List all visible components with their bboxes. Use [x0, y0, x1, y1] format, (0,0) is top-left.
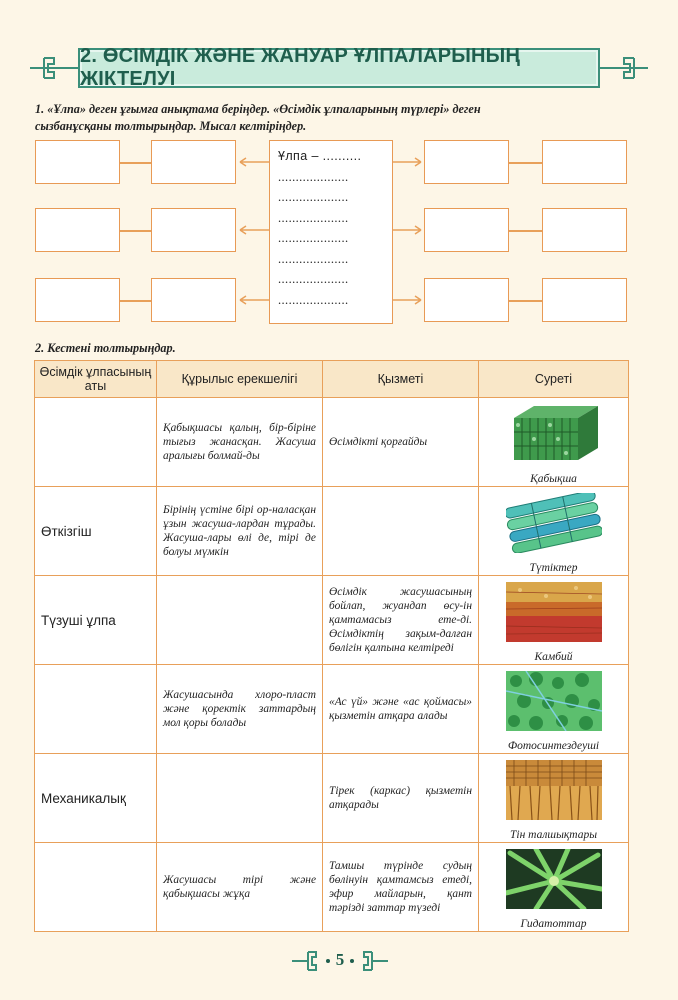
hydathodes-image	[506, 849, 602, 909]
col-header-name: Өсімдік ұлпасының аты	[35, 361, 157, 398]
cell-structure: Жасушасы тірі және қабықшасы жұқа	[157, 843, 323, 932]
connector-line	[120, 230, 151, 232]
task2-label: 2. Кестені толтырыңдар.	[35, 341, 176, 355]
cell-function: Өсімдік жасушасының бойлап, жуандап өсу-ін қамтамасыз ете-ді. Өсімдіктің зақым-далған бөлігін қалпына келтіреді	[323, 576, 479, 665]
table-row	[35, 487, 629, 576]
cell-function[interactable]	[323, 487, 479, 576]
scheme-box[interactable]	[542, 208, 627, 252]
center-line: ....................	[278, 169, 349, 184]
chapter-title: 2. ӨСІМДІК ЖӘНЕ ЖАНУАР ҰЛПАЛАРЫНЫҢ ЖІКТЕЛУІ	[80, 45, 521, 90]
scheme-box[interactable]	[151, 140, 236, 184]
center-line: ....................	[278, 190, 349, 204]
arrow-left-icon	[236, 288, 270, 312]
cell-picture	[479, 754, 629, 843]
scheme-box[interactable]	[151, 278, 236, 322]
ornament-right-icon	[608, 52, 648, 84]
scheme-box[interactable]	[542, 140, 627, 184]
connector-line	[120, 162, 151, 164]
scheme-box[interactable]	[151, 208, 236, 252]
cell-function: Өсімдікті қорғайды	[323, 398, 479, 487]
center-definition-box[interactable]	[269, 140, 393, 324]
cambium-image	[506, 582, 602, 642]
fibers-image	[506, 760, 602, 820]
table-row	[35, 754, 629, 843]
cell-function: Тірек (каркас) қызметін атқарады	[323, 754, 479, 843]
arrow-left-icon	[236, 218, 270, 242]
cell-name[interactable]	[35, 665, 157, 754]
col-header-picture: Суреті	[479, 361, 629, 398]
picture-caption: Фотосинтездеуші	[507, 739, 600, 752]
task1-line1: 1. «Ұлпа» деген ұғымға анықтама беріңдер. «Өсімдік ұлпаларының түрлері» деген	[35, 102, 481, 116]
cell-name[interactable]	[35, 843, 157, 932]
cell-structure: Қабықшасы қалың, бір-біріне тығыз жанасқан. Жасуша аралығы болмай-ды	[157, 398, 323, 487]
cell-structure: Жасушасында хлоро-пласт және қоректік заттардың мол қоры болады	[157, 665, 323, 754]
scheme-box[interactable]	[35, 208, 120, 252]
connector-line	[120, 300, 151, 302]
page-number: 5	[335, 950, 345, 969]
cell-picture	[479, 487, 629, 576]
arrow-left-icon	[236, 150, 270, 174]
epidermis-image	[506, 404, 602, 464]
center-line: ....................	[278, 210, 349, 225]
table-row	[35, 843, 629, 932]
table-row	[35, 398, 629, 487]
cell-name: Механикалық	[35, 754, 157, 843]
picture-caption: Тін талшықтары	[510, 828, 597, 841]
vessels-image	[506, 493, 602, 553]
cell-function: «Ас үй» және «ас қоймасы» қызметін атқара алады	[323, 665, 479, 754]
table-header-row	[35, 361, 629, 398]
banner-box	[78, 45, 600, 90]
col-header-function: Қызметі	[323, 361, 479, 398]
center-line: ....................	[278, 272, 349, 286]
cell-structure[interactable]	[157, 576, 323, 665]
picture-caption: Қабықша	[530, 472, 577, 485]
task1-line2: сызбанұсқаны толтырыңдар. Мысал келтіріңдер.	[35, 119, 307, 133]
connector-line	[509, 230, 542, 232]
tissue-table	[34, 360, 629, 932]
arrow-right-icon	[393, 288, 425, 312]
cell-picture	[479, 576, 629, 665]
center-line: ....................	[278, 292, 349, 307]
picture-caption: Түтіктер	[529, 561, 578, 574]
scheme-box[interactable]	[424, 208, 509, 252]
center-line: ....................	[278, 251, 349, 266]
picture-caption: Гидатоттар	[520, 917, 587, 930]
cell-picture	[479, 398, 629, 487]
cell-name: Түзуші ұлпа	[35, 576, 157, 665]
table-row	[35, 665, 629, 754]
scheme-box[interactable]	[35, 140, 120, 184]
scheme-box[interactable]	[35, 278, 120, 322]
cell-function: Тамшы түрінде судың бөлінуін қамтамсыз етеді, эфир майларын, қант тәрізді заттар түзеді	[323, 843, 479, 932]
photosynthetic-image	[506, 671, 602, 731]
col-header-structure: Құрылыс ерекшелігі	[157, 361, 323, 398]
connector-line	[509, 300, 542, 302]
center-line: ....................	[278, 231, 349, 245]
cell-name: Өткізгіш	[35, 487, 157, 576]
picture-caption: Камбий	[534, 650, 573, 663]
cell-picture	[479, 843, 629, 932]
scheme-box[interactable]	[424, 278, 509, 322]
cell-structure: Бірінің үстіне бірі ор-наласқан ұзын жасуша-лардан тұрады. Жасуша-лары өлі де, тірі де болуы мүмкін	[157, 487, 323, 576]
scheme-box[interactable]	[542, 278, 627, 322]
cell-name[interactable]	[35, 398, 157, 487]
scheme-box[interactable]	[424, 140, 509, 184]
table-row	[35, 576, 629, 665]
cell-picture	[479, 665, 629, 754]
ornament-left-icon	[30, 52, 70, 84]
connector-line	[509, 162, 542, 164]
center-line: Ұлпа – ..........	[278, 149, 362, 163]
page-number-badge	[290, 946, 390, 976]
arrow-right-icon	[393, 218, 425, 242]
chapter-banner	[30, 45, 648, 90]
arrow-right-icon	[393, 150, 425, 174]
cell-structure[interactable]	[157, 754, 323, 843]
